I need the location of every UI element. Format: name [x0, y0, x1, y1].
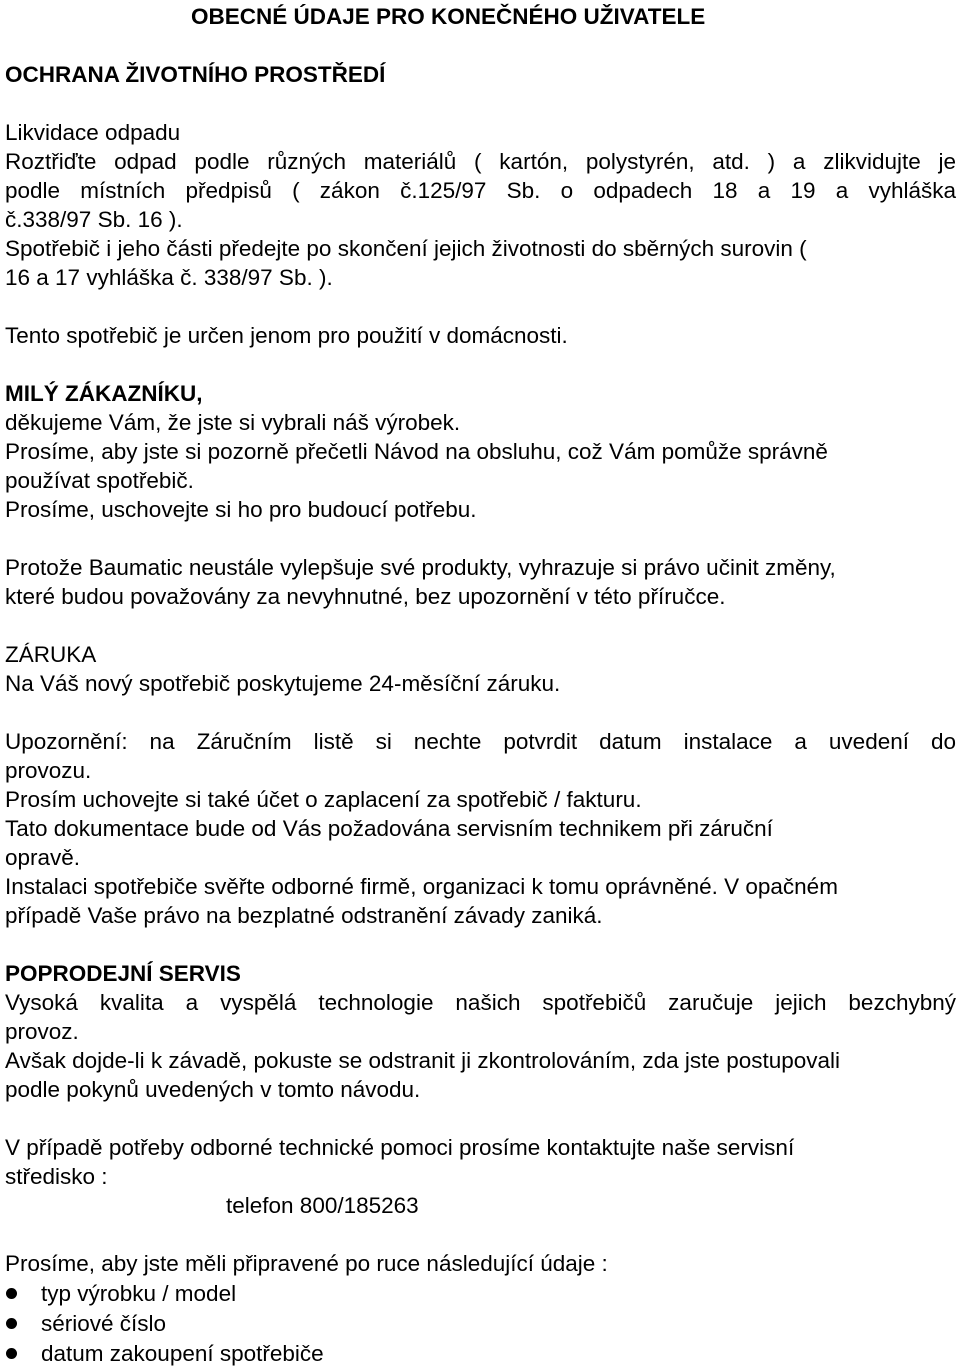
warranty-note: opravě.	[5, 845, 81, 870]
list-item: typ výrobku / model	[41, 1281, 237, 1306]
bullet-icon	[6, 1348, 17, 1359]
warranty-note: Instalaci spotřebiče svěřte odborné firmě, organizaci k tomu oprávněné. V opačném	[5, 874, 838, 899]
warranty-line: Na Váš nový spotřebič poskytujeme 24-měsíční záruku.	[5, 671, 561, 696]
service-line: provoz.	[5, 1019, 79, 1044]
list-item: datum zakoupení spotřebiče	[41, 1341, 324, 1366]
customer-line: děkujeme Vám, že jste si vybrali náš výrobek.	[5, 410, 461, 435]
warranty-note: případě Vaše právo na bezplatné odstranění závady zaniká.	[5, 903, 603, 928]
env-line: č.338/97 Sb. 16 ).	[5, 207, 183, 232]
warranty-note: Prosím uchovejte si také účet o zaplacení za spotřebič / fakturu.	[5, 787, 642, 812]
service-line: podle pokynů uvedených v tomto návodu.	[5, 1077, 421, 1102]
env-line: Roztřiďte odpad podle různých materiálů ( kartón, polystyrén, atd. ) a zlikvidujte je	[5, 149, 956, 174]
changes-line: které budou považovány za nevyhnutné, bez upozornění v této příručce.	[5, 584, 726, 609]
env-line: Spotřebič i jeho části předejte po skončení jejich životnosti do sběrných surovin (	[5, 236, 807, 261]
contact-line: V případě potřeby odborné technické pomoci prosíme kontaktujte naše servisní	[5, 1135, 795, 1160]
warranty-heading: ZÁRUKA	[5, 642, 97, 667]
service-line: Vysoká kvalita a vyspělá technologie našich spotřebičů zaručuje jejich bezchybný	[5, 990, 956, 1015]
env-heading: OCHRANA ŽIVOTNÍHO PROSTŘEDÍ	[5, 62, 386, 87]
bullet-icon	[6, 1288, 17, 1299]
warranty-note: Tato dokumentace bude od Vás požadována servisním technikem při záruční	[5, 816, 773, 841]
customer-line: používat spotřebič.	[5, 468, 194, 493]
customer-heading: MILÝ ZÁKAZNÍKU,	[5, 381, 203, 406]
service-phone: telefon 800/185263	[226, 1193, 419, 1218]
service-line: Avšak dojde-li k závadě, pokuste se odstranit ji zkontrolováním, zda jste postupovali	[5, 1048, 841, 1073]
warranty-note: provozu.	[5, 758, 92, 783]
bullet-icon	[6, 1318, 17, 1329]
household-note: Tento spotřebič je určen jenom pro použití v domácnosti.	[5, 323, 568, 348]
contact-line: středisko :	[5, 1164, 108, 1189]
customer-line: Prosíme, aby jste si pozorně přečetli Návod na obsluhu, což Vám pomůže správně	[5, 439, 828, 464]
env-subheading: Likvidace odpadu	[5, 120, 181, 145]
changes-line: Protože Baumatic neustále vylepšuje své produkty, vyhrazuje si právo učinit změny,	[5, 555, 836, 580]
prepare-line: Prosíme, aby jste měli připravené po ruce následující údaje :	[5, 1251, 608, 1276]
document-title: OBECNÉ ÚDAJE PRO KONEČNÉHO UŽIVATELE	[191, 4, 706, 29]
list-item: sériové číslo	[41, 1311, 167, 1336]
customer-line: Prosíme, uschovejte si ho pro budoucí potřebu.	[5, 497, 477, 522]
service-heading: POPRODEJNÍ SERVIS	[5, 961, 241, 986]
env-line: 16 a 17 vyhláška č. 338/97 Sb. ).	[5, 265, 333, 290]
env-line: podle místních předpisů ( zákon č.125/97 Sb. o odpadech 18 a 19 a vyhláška	[5, 178, 956, 203]
warranty-note: Upozornění: na Záručním listě si nechte potvrdit datum instalace a uvedení do	[5, 729, 956, 754]
